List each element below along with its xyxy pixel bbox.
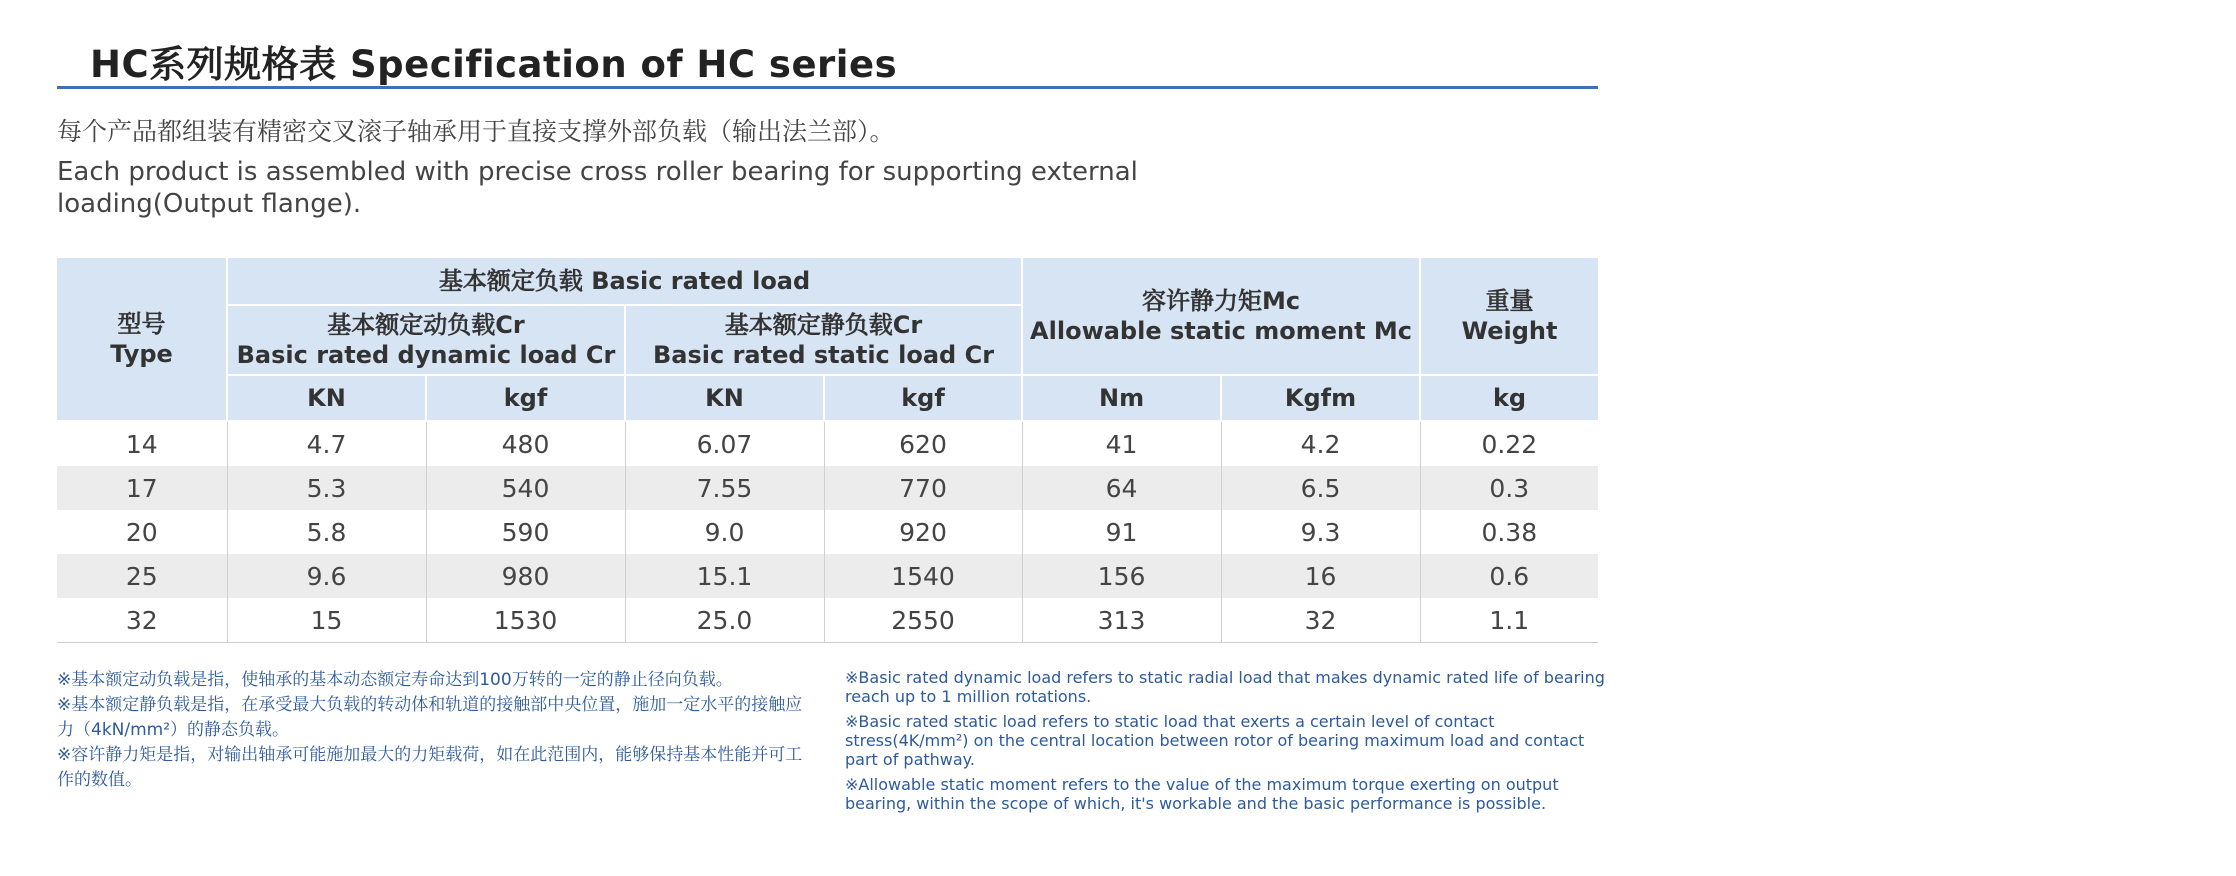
static-load-header <box>625 305 1022 375</box>
table-cell: 1540 <box>824 554 1022 598</box>
intro-english-line-2: loading(Output flange). <box>57 189 362 219</box>
weight-header-cn: 重量 <box>1485 287 1534 315</box>
unit-header: KN <box>625 375 824 421</box>
dynamic-load-header-en: Basic rated dynamic load Cr <box>236 341 616 369</box>
table-cell: 4.2 <box>1221 421 1420 466</box>
note-cn-dynamic-load: ※基本额定动负载是指，使轴承的基本动态额定寿命达到100万转的一定的静止径向负载。 <box>57 670 733 690</box>
note-en-static-moment: ※Allowable static moment refers to the value of the maximum torque exerting on output bearing, within the scope of which, it's workable and the basic performance is possible. <box>845 775 1559 813</box>
table-cell: 15.1 <box>625 554 824 598</box>
static-load-header-en: Basic rated static load Cr <box>653 341 995 369</box>
intro-english-line-1: Each product is assembled with precise cross roller bearing for supporting external <box>57 157 1138 187</box>
unit-header: kg <box>1420 375 1598 421</box>
table-cell: 9.6 <box>227 554 426 598</box>
table-cell: 0.6 <box>1420 554 1598 598</box>
static-moment-header-cn: 容许静力矩Mc <box>1141 287 1301 315</box>
table-cell: 25.0 <box>625 598 824 643</box>
notes-chinese <box>57 668 817 793</box>
table-cell: 2550 <box>824 598 1022 643</box>
table-cell: 0.3 <box>1420 466 1598 510</box>
type-header-cn: 型号 <box>117 310 166 338</box>
table-row <box>57 554 1598 598</box>
note-cn-static-load: ※基本额定静负载是指，在承受最大负载的转动体和轨道的接触部中央位置，施加一定水平的接触应力（4kN/mm²）的静态负载。 <box>57 695 803 740</box>
table-cell: 980 <box>426 554 625 598</box>
table-cell: 480 <box>426 421 625 466</box>
table-cell: 590 <box>426 510 625 554</box>
static-load-header-cn: 基本额定静负载Cr <box>724 311 923 339</box>
static-moment-header-en: Allowable static moment Mc <box>1030 317 1413 345</box>
table-cell: 91 <box>1022 510 1221 554</box>
unit-header: Nm <box>1022 375 1221 421</box>
notes-english <box>845 668 1605 819</box>
unit-header: Kgfm <box>1221 375 1420 421</box>
table-cell: 770 <box>824 466 1022 510</box>
static-moment-header <box>1022 258 1420 375</box>
table-cell: 64 <box>1022 466 1221 510</box>
table-cell: 7.55 <box>625 466 824 510</box>
table-cell: 20 <box>57 510 227 554</box>
table-row <box>57 598 1598 643</box>
table-row <box>57 466 1598 510</box>
table-cell: 17 <box>57 466 227 510</box>
table-cell: 540 <box>426 466 625 510</box>
table-cell: 25 <box>57 554 227 598</box>
table-cell: 32 <box>1221 598 1420 643</box>
table-cell: 9.3 <box>1221 510 1420 554</box>
table-cell: 920 <box>824 510 1022 554</box>
intro-chinese: 每个产品都组装有精密交叉滚子轴承用于直接支撑外部负载（输出法兰部）。 <box>57 117 895 146</box>
basic-rated-load-header: 基本额定负载 Basic rated load <box>227 258 1022 305</box>
table-cell: 32 <box>57 598 227 643</box>
weight-header <box>1420 258 1598 375</box>
table-cell: 313 <box>1022 598 1221 643</box>
type-header <box>57 258 227 421</box>
note-cn-static-moment: ※容许静力矩是指，对输出轴承可能施加最大的力矩载荷，如在此范围内，能够保持基本性能并可工作的数值。 <box>57 745 803 790</box>
weight-header-en: Weight <box>1461 317 1558 345</box>
table-cell: 16 <box>1221 554 1420 598</box>
page-title: HC系列规格表 Specification of HC series <box>90 43 898 86</box>
spec-table <box>57 258 1598 643</box>
table-cell: 14 <box>57 421 227 466</box>
table-row <box>57 510 1598 554</box>
note-en-static-load: ※Basic rated static load refers to static load that exerts a certain level of contact stress(4K/mm²) on the central location between rotor of bearing maximum load and contact part of pathway. <box>845 712 1585 769</box>
table-cell: 5.8 <box>227 510 426 554</box>
unit-header: KN <box>227 375 426 421</box>
table-cell: 6.07 <box>625 421 824 466</box>
table-cell: 1530 <box>426 598 625 643</box>
table-cell: 620 <box>824 421 1022 466</box>
table-cell: 0.22 <box>1420 421 1598 466</box>
dynamic-load-header-cn: 基本额定动负载Cr <box>327 311 525 339</box>
note-en-dynamic-load: ※Basic rated dynamic load refers to static radial load that makes dynamic rated life of bearing reach up to 1 million rotations. <box>845 668 1605 706</box>
table-cell: 6.5 <box>1221 466 1420 510</box>
table-cell: 4.7 <box>227 421 426 466</box>
table-cell: 1.1 <box>1420 598 1598 643</box>
table-cell: 41 <box>1022 421 1221 466</box>
type-header-en: Type <box>110 340 173 368</box>
intro-english <box>57 156 1157 220</box>
table-cell: 9.0 <box>625 510 824 554</box>
table-row <box>57 421 1598 466</box>
unit-header: kgf <box>824 375 1022 421</box>
table-cell: 0.38 <box>1420 510 1598 554</box>
table-cell: 15 <box>227 598 426 643</box>
table-cell: 5.3 <box>227 466 426 510</box>
title-divider <box>57 86 1598 89</box>
table-cell: 156 <box>1022 554 1221 598</box>
dynamic-load-header <box>227 305 625 375</box>
unit-header: kgf <box>426 375 625 421</box>
